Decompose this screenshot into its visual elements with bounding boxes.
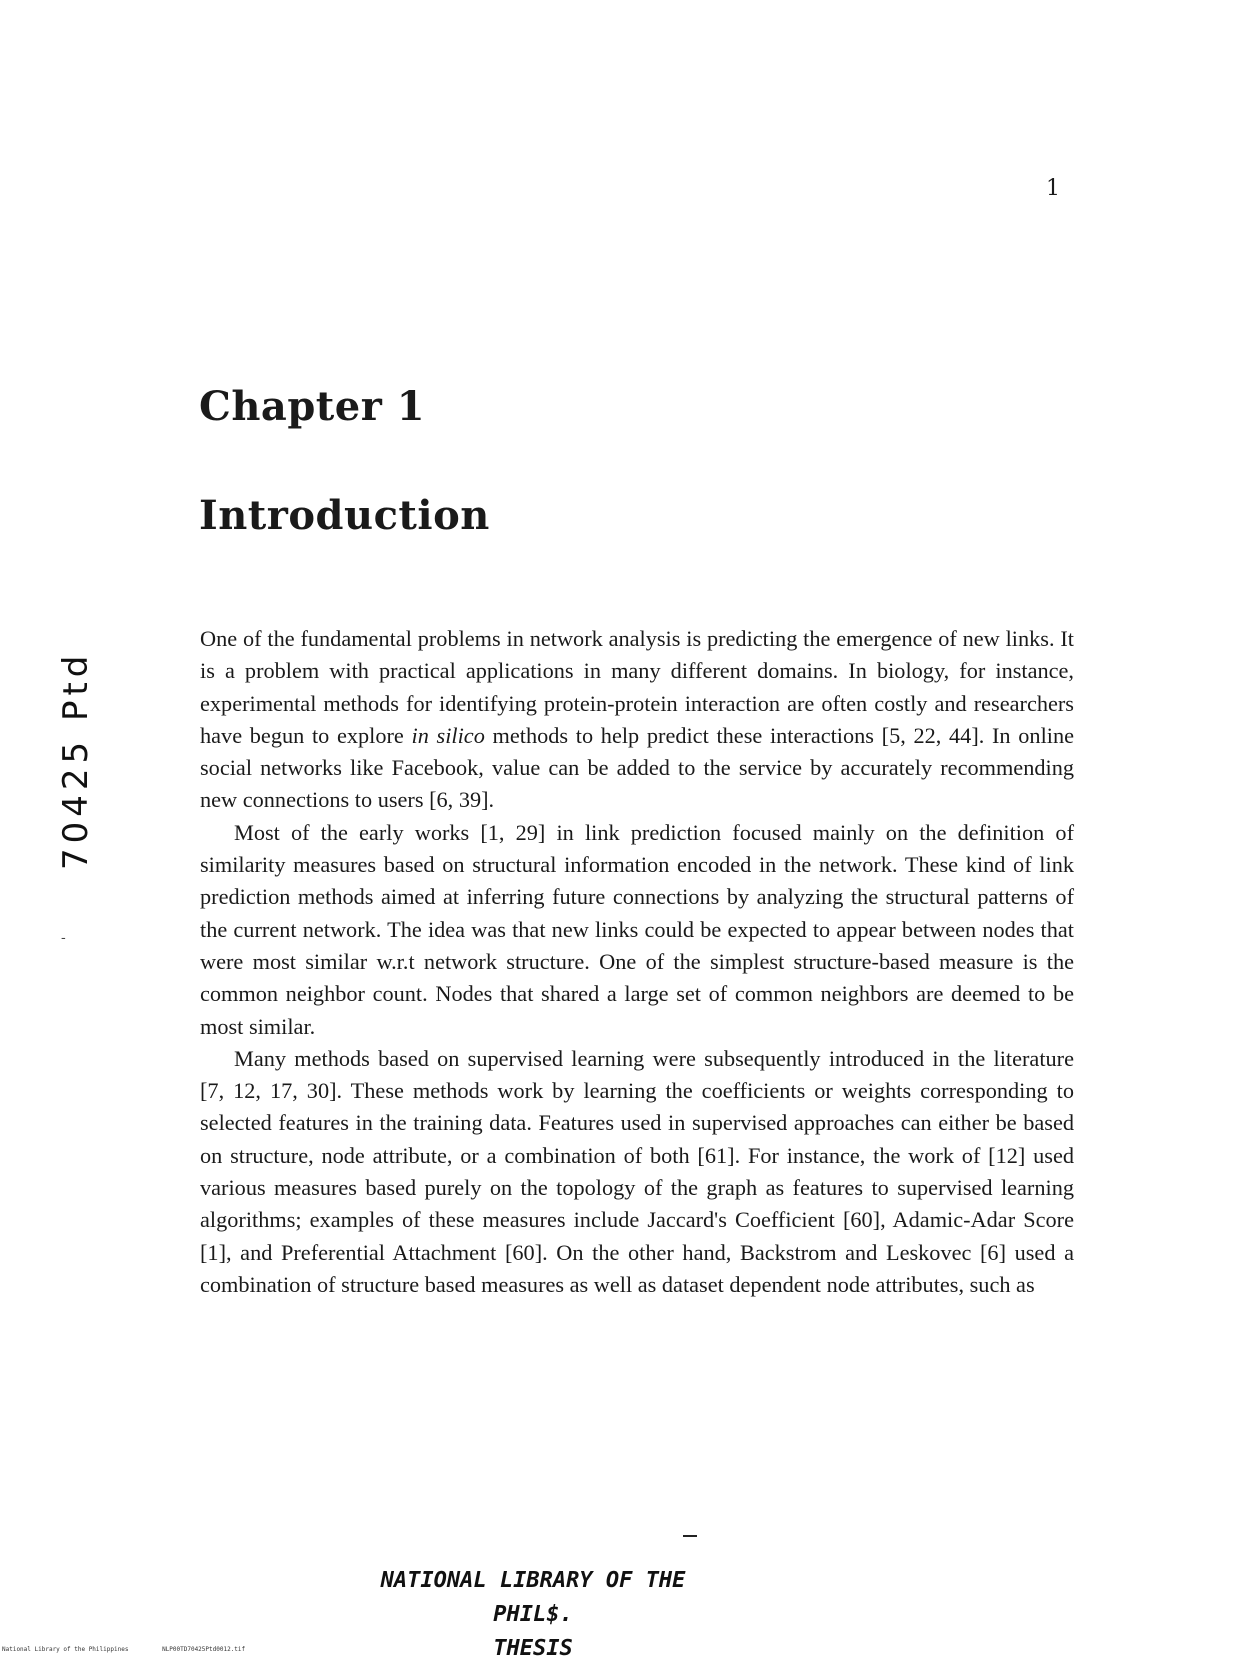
page-number: 1 [1046,176,1060,201]
body-text [200,623,1074,1301]
paragraph-1-italic: in silico [411,722,485,748]
paragraph-1 [200,623,1074,817]
footer-right: NLP00TD70425Ptd0012.tif [162,1646,246,1653]
side-accession-stamp: 70425 Ptd [56,650,96,870]
chapter-label: Chapter 1 [199,383,426,430]
library-stamp-line1: NATIONAL LIBRARY OF THE PHIL$. [380,1568,686,1627]
footer-left: National Library of the Philippines [2,1646,129,1653]
library-stamp-line2: THESIS [493,1636,573,1661]
paragraph-1-text-b: methods to help predict these interactions [5, 22, 44]. In online social networks like Facebook, value can be added to the service by accurately recommending new connections to users [6, 39]. [200,722,1074,813]
paragraph-1-text-a: One of the fundamental problems in network analysis is predicting the emergence of new links. It is a problem with practical applications in many different domains. In biology, for instance, experimental methods for identifying protein-protein interaction are often costly and researchers have begun to explore [200,626,1074,748]
library-stamp [353,1564,713,1666]
chapter-title: Introduction [199,492,490,539]
bottom-dash [683,1535,697,1537]
paragraph-2: Most of the early works [1, 29] in link prediction focused mainly on the definition of similarity measures based on structural information encoded in the network. These kind of link prediction methods aimed at inferring future connections by analyzing the structural patterns of the current network. The idea was that new links could be expected to appear between nodes that were most similar w.r.t network structure. One of the simplest structure-based measure is the common neighbor count. Nodes that shared a large set of common neighbors are deemed to be most similar. [200,819,1074,1039]
paragraph-3: Many methods based on supervised learning were subsequently introduced in the literature [7, 12, 17, 30]. These methods work by learning the coefficients or weights corresponding to selected features in the training data. Features used in supervised approaches can either be based on structure, node attribute, or a combination of both [61]. For instance, the work of [12] used various measures based purely on the topology of the graph as features to supervised learning algorithms; examples of these measures include Jaccard's Coefficient [60], Adamic-Adar Score [1], and Preferential Attachment [60]. On the other hand, Backstrom and Leskovec [6] used a combination of structure based measures as well as dataset dependent node attributes, such as [200,1045,1074,1297]
side-mark: - [61,930,66,946]
scan-footer [2,1646,245,1653]
